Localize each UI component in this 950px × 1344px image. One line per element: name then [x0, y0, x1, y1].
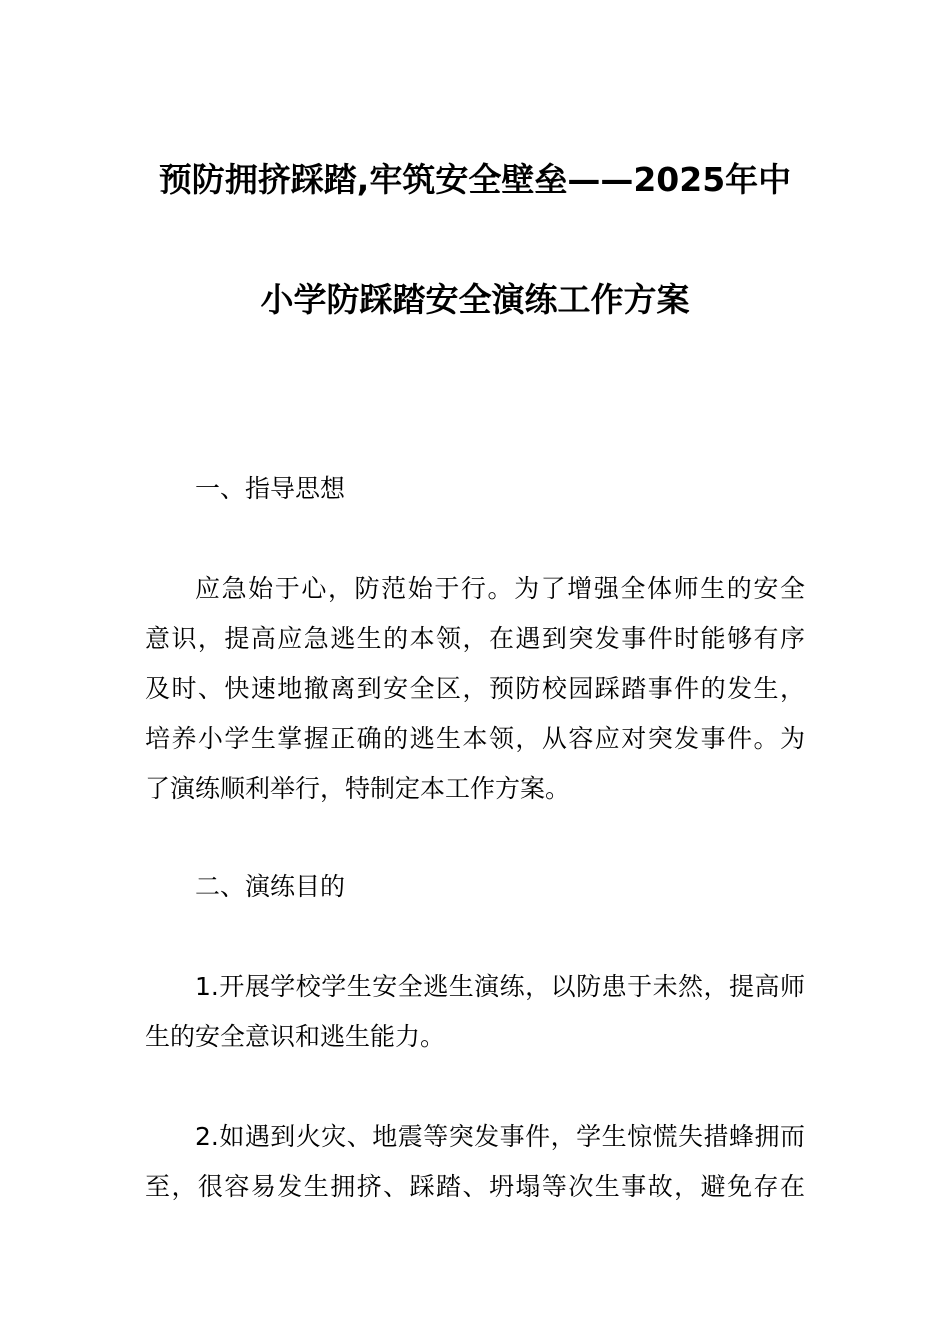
paragraph-line: 培养小学生掌握正确的逃生本领，从容应对突发事件。为: [145, 724, 805, 753]
document-title-line-1: 预防拥挤踩踏,牢筑安全壁垒——2025年中: [158, 160, 792, 199]
paragraph-line: 应急始于心，防范始于行。为了增强全体师生的安全: [195, 574, 805, 603]
paragraph-line: 意识，提高应急逃生的本领，在遇到突发事件时能够有序: [145, 624, 805, 653]
paragraph-line: 及时、快速地撤离到安全区，预防校园踩踏事件的发生，: [145, 674, 805, 703]
paragraph-line: 1.开展学校学生安全逃生演练，以防患于未然，提高师: [195, 972, 805, 1001]
paragraph-line: 2.如遇到火灾、地震等突发事件，学生惊慌失措蜂拥而: [195, 1122, 805, 1151]
paragraph-line: 了演练顺利举行，特制定本工作方案。: [145, 774, 571, 803]
section-heading-drill-purpose: 二、演练目的: [195, 872, 346, 901]
document-title-line-2: 小学防踩踏安全演练工作方案: [260, 280, 690, 319]
paragraph-line: 至，很容易发生拥挤、踩踏、坍塌等次生事故，避免存在: [145, 1172, 805, 1201]
paragraph-line: 生的安全意识和逃生能力。: [145, 1022, 446, 1051]
section-heading-guiding-ideology: 一、指导思想: [195, 474, 346, 503]
